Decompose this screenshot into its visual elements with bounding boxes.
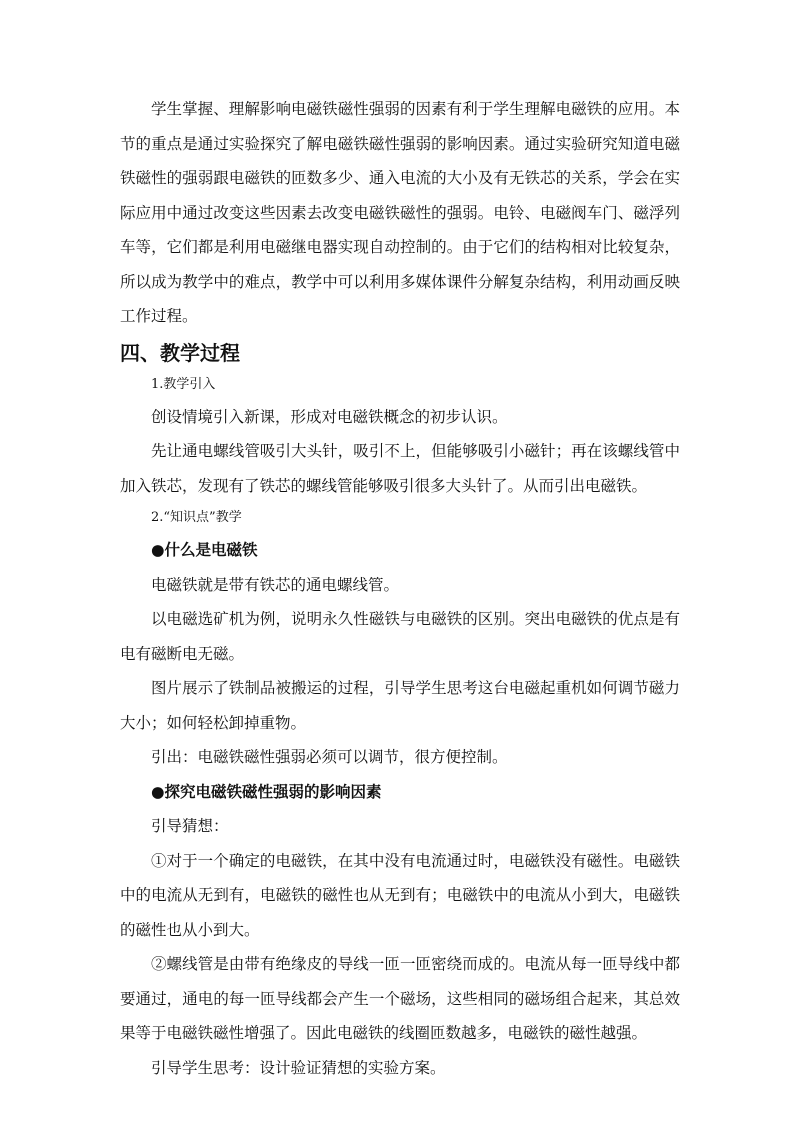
- bullet2-paragraph-2: ①对于一个确定的电磁铁，在其中没有电流通过时，电磁铁没有磁性。电磁铁中的电流从无到有，电磁铁的磁性也从无到有；电磁铁中的电流从小到大，电磁铁的磁性也从小到大。: [120, 851, 680, 939]
- step2-title: 2.“知识点”教学: [151, 510, 242, 525]
- bullet1-paragraph-3: 图片展示了铁制品被搬运的过程，引导学生思考这台电磁起重机如何调节磁力大小；如何轻松卸掉重物。: [120, 679, 680, 732]
- document-page: [120, 92, 680, 1085]
- bullet2-paragraph-1: 引导猜想：: [151, 817, 229, 835]
- bullet1-paragraph-4: 引出：电磁铁磁性强弱必须可以调节，很方便控制。: [151, 748, 508, 766]
- bullet1-paragraph-2: 以电磁选矿机为例，说明永久性磁铁与电磁铁的区别。突出电磁铁的优点是有电有磁断电无磁。: [120, 610, 680, 663]
- bullet2-paragraph-4: 引导学生思考：设计验证猜想的实验方案。: [151, 1058, 446, 1077]
- step1-paragraph-2: 先让通电螺线管吸引大头针，吸引不上，但能够吸引小磁针；再在该螺线管中加入铁芯，发现有了铁芯的螺线管能够吸引很多大头针了。从而引出电磁铁。: [120, 442, 680, 495]
- section-heading: 四、教学过程: [120, 340, 240, 365]
- step1-paragraph-1: 创设情境引入新课，形成对电磁铁概念的初步认识。: [151, 407, 508, 426]
- bullet-what-is-electromagnet: ●什么是电磁铁: [151, 541, 258, 559]
- bullet1-paragraph-1: 电磁铁就是带有铁芯的通电螺线管。: [151, 575, 400, 594]
- step1-title: 1.教学引入: [151, 376, 216, 392]
- intro-paragraph: 学生掌握、理解影响电磁铁磁性强弱的因素有利于学生理解电磁铁的应用。本节的重点是通过实验探究了解电磁铁磁性强弱的影响因素。通过实验研究知道电磁铁磁性的强弱跟电磁铁的匝数多少、通入电流的大小及有无铁芯的关系，学会在实际应用中通过改变这些因素去改变电磁铁磁性的强弱。电铃、电磁阀车门、磁浮列车等，它们都是利用电磁继电器实现自动控制的。由于它们的结构相对比较复杂，所以成为教学中的难点，教学中可以利用多媒体课件分解复杂结构，利用动画反映工作过程。: [120, 100, 680, 325]
- bullet-explore-factors: ●探究电磁铁磁性强弱的影响因素: [151, 782, 382, 801]
- bullet2-paragraph-3: ②螺线管是由带有绝缘皮的导线一匝一匝密绕而成的。电流从每一匝导线中都要通过，通电的每一匝导线都会产生一个磁场，这些相同的磁场组合起来，其总效果等于电磁铁磁性增强了。因此电磁铁的线圈匝数越多，电磁铁的磁性越强。: [120, 955, 680, 1042]
